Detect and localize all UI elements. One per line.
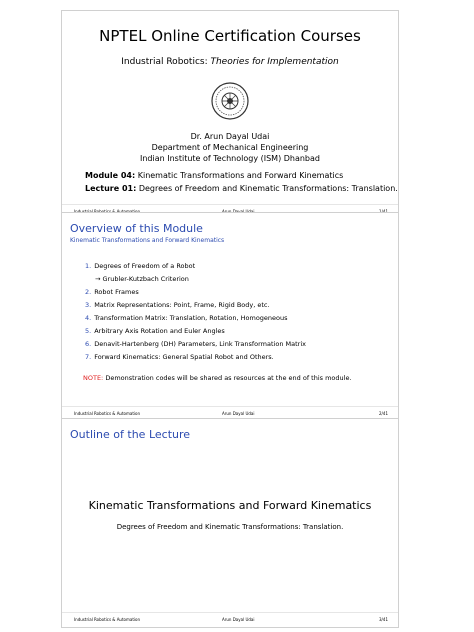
course-subtitle [62, 57, 398, 67]
institute: Indian Institute of Technology (ISM) Dhanbad [139, 154, 320, 163]
slide-3 [61, 418, 399, 628]
author-block [62, 131, 398, 164]
list-item: 5. Arbitrary Axis Rotation and Euler Angles [85, 327, 225, 335]
list-item: 7. Forward Kinematics: General Spatial Robot and Others. [85, 353, 274, 361]
course-title: NPTEL Online Certification Courses [99, 27, 361, 45]
department: Department of Mechanical Engineering [151, 143, 309, 152]
subtitle-prefix: Industrial Robotics: [121, 57, 208, 67]
slide-1 [61, 10, 399, 220]
section-title: Kinematic Transformations and Forward Kinematics [88, 499, 372, 512]
list-item: 1. Degrees of Freedom of a Robot → Grubler-Kutzbach Criterion [85, 260, 306, 286]
lecture-text: Degrees of Freedom and Kinematic Transformations: Translation. [138, 184, 398, 193]
frame-title: Overview of this Module [70, 222, 203, 235]
list-subitem: → Grubler-Kutzbach Criterion [95, 275, 189, 283]
list-item: 3. Matrix Representations: Point, Frame, Rigid Body, etc. [85, 301, 270, 309]
author-name: Dr. Arun Dayal Udai [190, 132, 270, 141]
page-number: 2/41 [379, 411, 388, 416]
module-topics-list [85, 260, 306, 364]
module-label: Module 04: [85, 171, 136, 180]
list-item: 4. Transformation Matrix: Translation, Rotation, Homogeneous [85, 314, 288, 322]
iit-ism-emblem-icon [210, 81, 250, 121]
page-number: 3/41 [379, 617, 388, 622]
footer-left: Industrial Robotics & Automation [74, 411, 140, 416]
list-item: 6. Denavit-Hartenberg (DH) Parameters, Link Transformation Matrix [85, 340, 306, 348]
lecture-line [85, 184, 398, 193]
frame-title: Outline of the Lecture [70, 428, 191, 441]
module-line [85, 171, 343, 180]
footer-author: Arun Dayal Udai [222, 411, 255, 416]
list-item: 2. Robot Frames [85, 288, 139, 296]
note-label: NOTE: [83, 374, 104, 382]
footer-left: Industrial Robotics & Automation [74, 617, 140, 622]
section-subtitle: Degrees of Freedom and Kinematic Transformations: Translation. [116, 523, 344, 531]
lecture-label: Lecture 01: [85, 184, 137, 193]
footer-author: Arun Dayal Udai [222, 617, 255, 622]
slide-footer [62, 612, 398, 627]
slide-2 [61, 212, 399, 422]
subtitle-italic: Theories for Implementation [210, 57, 339, 67]
note [83, 374, 352, 382]
note-text: Demonstration codes will be shared as resources at the end of this module. [105, 374, 352, 382]
module-text: Kinematic Transformations and Forward Kinematics [137, 171, 344, 180]
frame-subtitle: Kinematic Transformations and Forward Kinematics [70, 237, 225, 244]
